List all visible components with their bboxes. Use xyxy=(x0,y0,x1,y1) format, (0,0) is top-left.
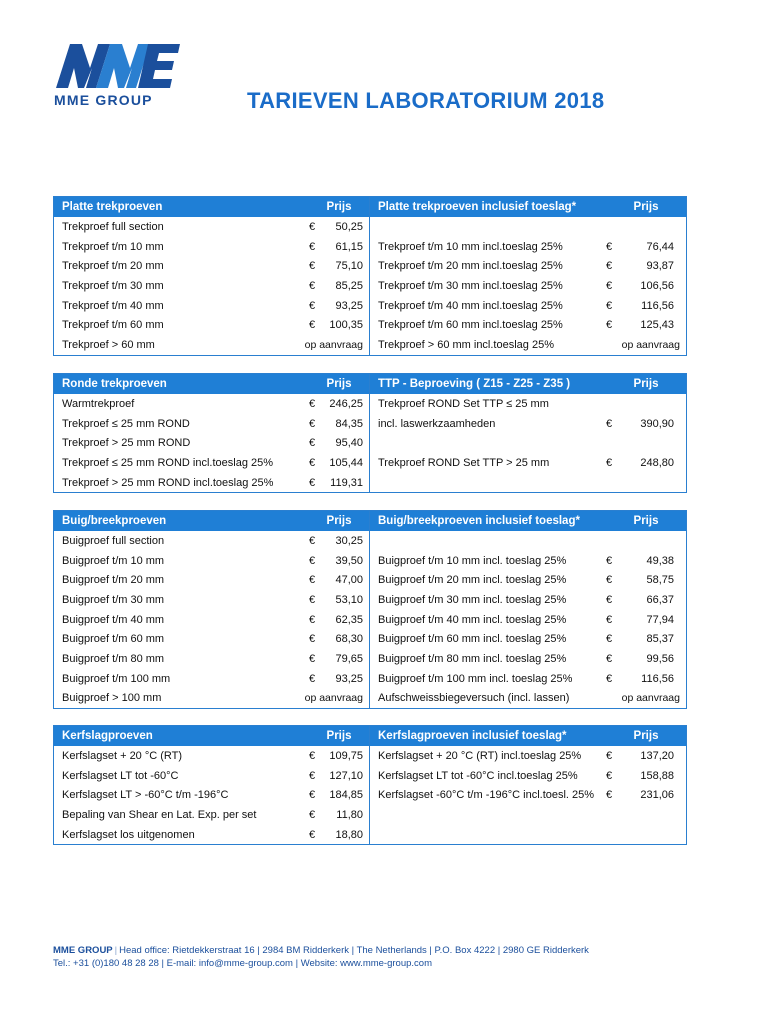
price-value: 137,20 xyxy=(640,749,674,762)
table-row xyxy=(54,785,686,805)
price-value: 50,25 xyxy=(335,220,363,233)
currency-symbol: € xyxy=(606,260,613,273)
currency-symbol: € xyxy=(606,613,613,626)
item-label: Trekproef ROND Set TTP > 25 mm xyxy=(378,456,550,469)
currency-symbol: € xyxy=(606,593,613,606)
price-header: Prijs xyxy=(633,378,659,390)
price-value: 85,37 xyxy=(646,633,674,646)
item-label: Buigproef t/m 30 mm xyxy=(62,593,165,606)
item-label: incl. laswerkzaamheden xyxy=(378,417,496,430)
item-label: Bepaling van Shear en Lat. Exp. per set xyxy=(62,808,257,821)
price-value: 158,88 xyxy=(640,769,674,782)
price-value: 390,90 xyxy=(640,417,674,430)
table-row xyxy=(54,629,686,649)
table-row xyxy=(54,296,686,316)
price-value: 93,87 xyxy=(646,260,674,273)
currency-symbol: € xyxy=(309,476,316,489)
item-label: Trekproef t/m 40 mm xyxy=(62,299,164,312)
currency-symbol: € xyxy=(309,554,316,567)
currency-symbol: € xyxy=(606,633,613,646)
item-label: Buigproef t/m 80 mm xyxy=(62,652,165,665)
currency-symbol: € xyxy=(606,749,613,762)
item-label: Trekproef > 60 mm incl.toeslag 25% xyxy=(378,338,554,351)
item-label: Trekproef ≤ 25 mm ROND xyxy=(62,417,190,430)
price-value: 184,85 xyxy=(329,789,363,802)
item-label: Trekproef full section xyxy=(62,220,164,233)
table-row xyxy=(54,473,686,493)
price-value: 119,31 xyxy=(330,476,363,489)
price-value: 99,56 xyxy=(646,652,674,665)
mme-logo-icon xyxy=(52,40,182,90)
currency-symbol: € xyxy=(606,456,613,469)
table-row xyxy=(54,825,686,845)
item-label: Aufschweissbiegeversuch (incl. lassen) xyxy=(378,692,570,705)
table-row xyxy=(54,276,686,296)
currency-symbol: € xyxy=(309,769,316,782)
price-value: 125,43 xyxy=(640,319,674,332)
item-label: Trekproef t/m 60 mm incl.toeslag 25% xyxy=(378,319,563,332)
page-title: TARIEVEN LABORATORIUM 2018 xyxy=(247,88,605,113)
table-row xyxy=(54,237,686,257)
currency-symbol: € xyxy=(309,299,316,312)
price-value: 85,25 xyxy=(335,279,363,292)
price-table xyxy=(53,196,687,356)
currency-symbol: € xyxy=(309,672,316,685)
section-title: Platte trekproeven inclusief toeslag* xyxy=(378,201,577,213)
price-value: 47,00 xyxy=(335,574,363,587)
item-label: Buigproef t/m 40 mm incl. toeslag 25% xyxy=(378,613,567,626)
currency-symbol: € xyxy=(309,397,316,410)
table-row xyxy=(54,805,686,825)
price-header: Prijs xyxy=(633,201,659,213)
price-value: 106,56 xyxy=(640,279,674,292)
price-value: op aanvraag xyxy=(304,692,363,705)
item-label: Buigproef t/m 10 mm xyxy=(62,554,165,567)
price-value: 79,65 xyxy=(335,652,363,665)
price-value: 49,38 xyxy=(646,554,674,567)
price-value: 116,56 xyxy=(641,299,674,312)
price-value: op aanvraag xyxy=(304,338,363,351)
table-row xyxy=(54,414,686,434)
price-value: 76,44 xyxy=(646,240,674,253)
price-value: 77,94 xyxy=(646,613,674,626)
currency-symbol: € xyxy=(309,652,316,665)
item-label: Trekproef t/m 60 mm xyxy=(62,319,164,332)
item-label: Trekproef > 60 mm xyxy=(62,338,155,351)
item-label: Kerfslagset LT > -60°C t/m -196°C xyxy=(62,789,229,802)
footer-address: Head office: Rietdekkerstraat 16 | 2984 BM Ridderkerk | The Netherlands | P.O. Box 4222 | 2980 GE Ridderkerk xyxy=(119,945,589,956)
section-title: Buig/breekproeven inclusief toeslag* xyxy=(378,515,580,527)
price-header: Prijs xyxy=(633,515,659,527)
footer-contact: Tel.: +31 (0)180 48 28 28 | E-mail: info@mme-group.com | Website: www.mme-group.com xyxy=(53,958,432,969)
item-label: Buigproef t/m 20 mm incl. toeslag 25% xyxy=(378,574,567,587)
currency-symbol: € xyxy=(309,319,316,332)
item-label: Warmtrekproef xyxy=(62,397,135,410)
section-title: Kerfslagproeven inclusief toeslag* xyxy=(378,730,567,742)
table-row xyxy=(54,335,686,355)
price-value: 246,25 xyxy=(329,397,363,410)
item-label: Trekproef t/m 30 mm xyxy=(62,279,164,292)
table-row xyxy=(54,766,686,786)
footer-company: MME GROUP xyxy=(53,945,113,956)
item-label: Buigproef t/m 100 mm incl. toeslag 25% xyxy=(378,672,573,685)
item-label: Kerfslagset LT tot -60°C incl.toeslag 25% xyxy=(378,769,578,782)
price-value: 95,40 xyxy=(335,437,363,450)
table-row xyxy=(54,453,686,473)
price-table xyxy=(53,510,687,709)
table-row xyxy=(54,433,686,453)
price-value: 62,35 xyxy=(335,613,363,626)
table-header xyxy=(54,726,686,746)
item-label: Trekproef ROND Set TTP ≤ 25 mm xyxy=(378,397,549,410)
item-label: Buigproef t/m 10 mm incl. toeslag 25% xyxy=(378,554,567,567)
price-header: Prijs xyxy=(326,378,352,390)
item-label: Buigproef full section xyxy=(62,534,165,547)
item-label: Buigproef t/m 100 mm xyxy=(62,672,171,685)
currency-symbol: € xyxy=(309,279,316,292)
currency-symbol: € xyxy=(606,554,613,567)
currency-symbol: € xyxy=(606,672,613,685)
currency-symbol: € xyxy=(309,808,316,821)
table-header xyxy=(54,511,686,531)
table-row xyxy=(54,256,686,276)
price-value: 75,10 xyxy=(335,260,363,273)
section-title: Platte trekproeven xyxy=(62,201,163,213)
price-value: 93,25 xyxy=(335,672,363,685)
item-label: Buigproef t/m 60 mm incl. toeslag 25% xyxy=(378,633,567,646)
table-row xyxy=(54,649,686,669)
price-header: Prijs xyxy=(326,201,352,213)
currency-symbol: € xyxy=(606,319,613,332)
price-value: 66,37 xyxy=(646,593,674,606)
item-label: Buigproef > 100 mm xyxy=(62,692,162,705)
price-value: op aanvraag xyxy=(621,338,680,351)
price-value: 18,80 xyxy=(335,828,363,841)
currency-symbol: € xyxy=(606,769,613,782)
item-label: Buigproef t/m 20 mm xyxy=(62,574,165,587)
currency-symbol: € xyxy=(309,613,316,626)
currency-symbol: € xyxy=(309,417,316,430)
currency-symbol: € xyxy=(309,789,316,802)
item-label: Trekproef t/m 40 mm incl.toeslag 25% xyxy=(378,299,563,312)
item-label: Kerfslagset los uitgenomen xyxy=(62,828,195,841)
item-label: Trekproef t/m 30 mm incl.toeslag 25% xyxy=(378,279,563,292)
currency-symbol: € xyxy=(606,240,613,253)
price-value: op aanvraag xyxy=(621,692,680,705)
brand-name: MME GROUP xyxy=(54,92,153,108)
currency-symbol: € xyxy=(606,789,613,802)
table-row xyxy=(54,315,686,335)
price-table xyxy=(53,373,687,493)
currency-symbol: € xyxy=(309,828,316,841)
currency-symbol: € xyxy=(309,749,316,762)
currency-symbol: € xyxy=(309,633,316,646)
price-value: 30,25 xyxy=(335,534,363,547)
footer: MME GROUP | Head office: Rietdekkerstraat 16 | 2984 BM Ridderkerk | The Netherlands | P.O. Box 4222 | 2980 GE Ridderkerk Tel.: +31 (0)180 48 28 28 | E-mail: info@mme-group.com | Website: www.mme-group.com xyxy=(53,945,589,969)
currency-symbol: € xyxy=(606,417,613,430)
table-row xyxy=(54,590,686,610)
currency-symbol: € xyxy=(309,456,316,469)
item-label: Trekproef t/m 10 mm incl.toeslag 25% xyxy=(378,240,563,253)
price-value: 93,25 xyxy=(335,299,363,312)
item-label: Trekproef > 25 mm ROND incl.toeslag 25% xyxy=(62,476,274,489)
table-row xyxy=(54,217,686,237)
currency-symbol: € xyxy=(606,652,613,665)
currency-symbol: € xyxy=(309,220,316,233)
currency-symbol: € xyxy=(309,240,316,253)
currency-symbol: € xyxy=(309,574,316,587)
section-title: Ronde trekproeven xyxy=(62,378,167,390)
price-table xyxy=(53,725,687,845)
item-label: Buigproef t/m 40 mm xyxy=(62,613,165,626)
section-title: Buig/breekproeven xyxy=(62,515,167,527)
item-label: Trekproef ≤ 25 mm ROND incl.toeslag 25% xyxy=(62,456,274,469)
table-row xyxy=(54,570,686,590)
price-header: Prijs xyxy=(326,730,352,742)
company-logo xyxy=(52,40,182,112)
price-value: 100,35 xyxy=(329,319,363,332)
table-row xyxy=(54,746,686,766)
item-label: Trekproef t/m 20 mm xyxy=(62,260,164,273)
price-value: 68,30 xyxy=(335,633,363,646)
item-label: Trekproef t/m 20 mm incl.toeslag 25% xyxy=(378,260,563,273)
item-label: Kerfslagset + 20 °C (RT) incl.toeslag 25% xyxy=(378,749,582,762)
table-row xyxy=(54,689,686,709)
table-header xyxy=(54,197,686,217)
currency-symbol: € xyxy=(309,534,316,547)
table-row xyxy=(54,669,686,689)
currency-symbol: € xyxy=(309,437,316,450)
price-value: 39,50 xyxy=(335,554,363,567)
price-value: 231,06 xyxy=(640,789,674,802)
item-label: Kerfslagset -60°C t/m -196°C incl.toesl. 25% xyxy=(378,789,595,802)
currency-symbol: € xyxy=(606,299,613,312)
currency-symbol: € xyxy=(606,279,613,292)
price-value: 84,35 xyxy=(335,417,363,430)
item-label: Buigproef t/m 60 mm xyxy=(62,633,165,646)
table-row xyxy=(54,394,686,414)
currency-symbol: € xyxy=(309,593,316,606)
section-title: Kerfslagproeven xyxy=(62,730,153,742)
price-value: 127,10 xyxy=(329,769,363,782)
item-label: Buigproef t/m 80 mm incl. toeslag 25% xyxy=(378,652,567,665)
price-header: Prijs xyxy=(326,515,352,527)
price-value: 105,44 xyxy=(329,456,363,469)
price-header: Prijs xyxy=(633,730,659,742)
price-value: 248,80 xyxy=(640,456,674,469)
price-value: 116,56 xyxy=(641,672,674,685)
price-value: 58,75 xyxy=(646,574,674,587)
table-header xyxy=(54,374,686,394)
table-row xyxy=(54,610,686,630)
section-title: TTP - Beproeving ( Z15 - Z25 - Z35 ) xyxy=(378,378,571,390)
price-value: 109,75 xyxy=(329,749,363,762)
item-label: Kerfslagset + 20 °C (RT) xyxy=(62,749,183,762)
item-label: Trekproef t/m 10 mm xyxy=(62,240,164,253)
item-label: Kerfslagset LT tot -60°C xyxy=(62,769,179,782)
price-value: 61,15 xyxy=(335,240,363,253)
table-row xyxy=(54,531,686,551)
item-label: Trekproef > 25 mm ROND xyxy=(62,437,191,450)
item-label: Buigproef t/m 30 mm incl. toeslag 25% xyxy=(378,593,567,606)
price-value: 53,10 xyxy=(335,593,363,606)
table-row xyxy=(54,551,686,571)
price-value: 11,80 xyxy=(336,808,363,821)
currency-symbol: € xyxy=(309,260,316,273)
currency-symbol: € xyxy=(606,574,613,587)
